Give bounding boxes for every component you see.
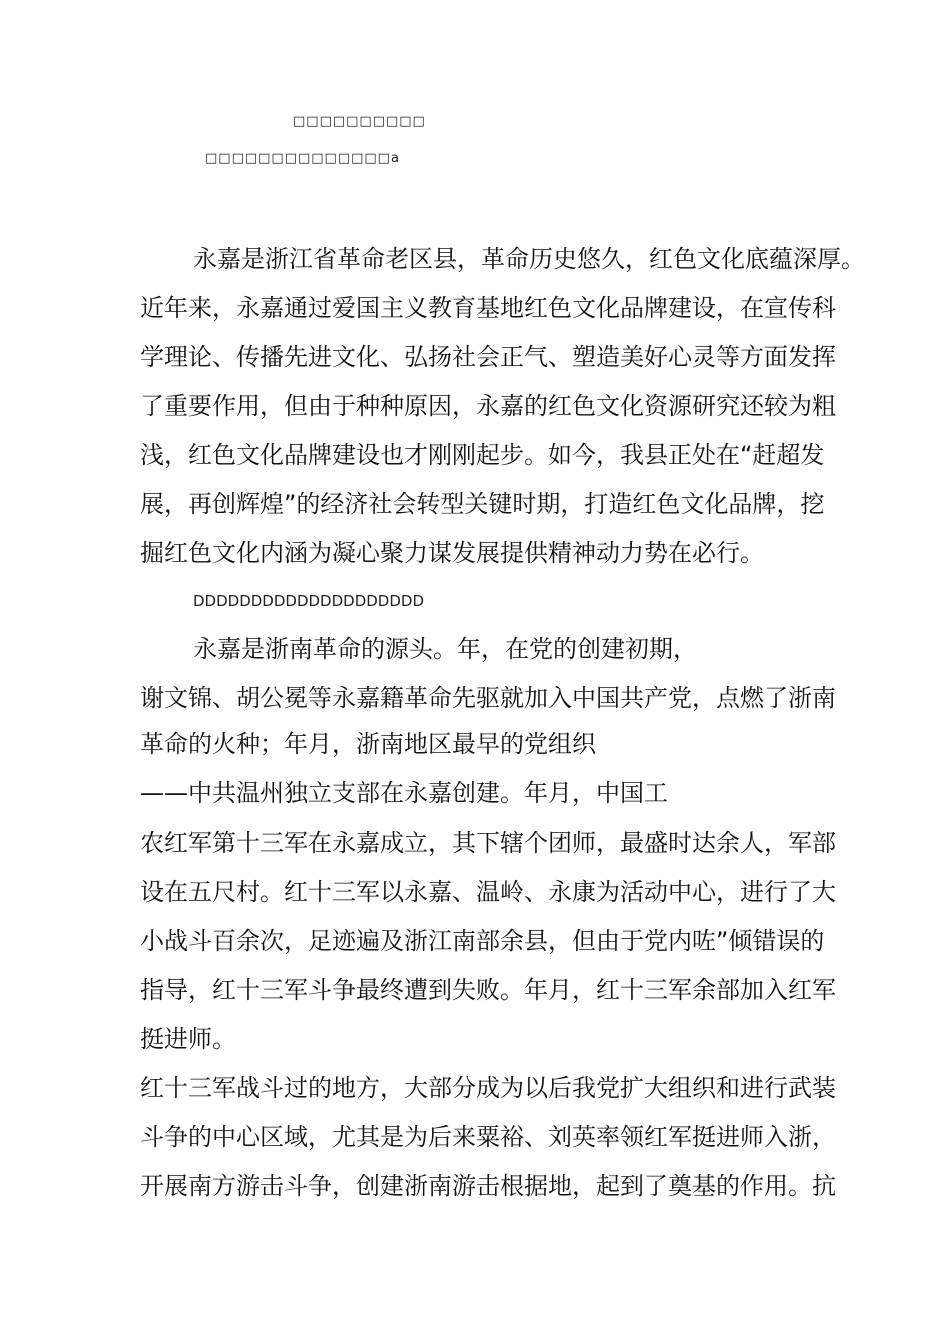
paragraph-1-line-6: 展，再创辉煌”的经济社会转型关键时期，打造红色文化品牌，挖	[140, 490, 825, 518]
paragraph-1-line-7: 掘红色文化内涵为凝心聚力谋发展提供精神动力势在必行。	[140, 539, 764, 567]
header-line-1: □□□□□□□□□□	[293, 114, 426, 129]
paragraph-1-line-1: 永嘉是浙江省革命老区县，革命历史悠久，红色文化底蕴深厚。	[193, 245, 865, 273]
paragraph-2-line-1: 永嘉是浙南革命的源头。年，在党的创建初期，	[193, 635, 697, 663]
paragraph-2-line-8: 指导，红十三军斗争最终遭到失败。年月，红十三军余部加入红军	[140, 976, 836, 1004]
section-marker: DDDDDDDDDDDDDDDDDDDD	[193, 592, 425, 610]
paragraph-3-line-3: 开展南方游击斗争，创建浙南游击根据地，起到了奠基的作用。抗	[140, 1172, 836, 1200]
header-line-2: □□□□□□□□□□□□□□a	[205, 151, 400, 166]
paragraph-1-line-2: 近年来，永嘉通过爱国主义教育基地红色文化品牌建设，在宣传科	[140, 294, 836, 322]
paragraph-2-line-6: 设在五尺村。红十三军以永嘉、温岭、永康为活动中心，进行了大	[140, 878, 836, 906]
paragraph-2-line-5: 农红军第十三军在永嘉成立，其下辖个团师，最盛时达余人，军部	[140, 829, 836, 857]
paragraph-2-line-2: 谢文锦、胡公冕等永嘉籍革命先驱就加入中国共产党，点燃了浙南	[140, 684, 836, 712]
paragraph-2-line-3: 革命的火种；年月，浙南地区最早的党组织	[140, 730, 596, 758]
paragraph-2-line-4: ——中共温州独立支部在永嘉创建。年月，中国工	[140, 779, 668, 807]
paragraph-2-line-7: 小战斗百余次，足迹遍及浙江南部余县，但由于党内咗”倾错误的	[140, 927, 825, 955]
paragraph-1-line-3: 学理论、传播先进文化、弘扬社会正气、塑造美好心灵等方面发挥	[140, 343, 836, 371]
paragraph-3-line-1: 红十三军战斗过的地方，大部分成为以后我党扩大组织和进行武装	[140, 1074, 836, 1102]
paragraph-1-line-5: 浅，红色文化品牌建设也才刚刚起步。如今，我县正处在“赶超发	[140, 441, 825, 469]
paragraph-1-line-4: 了重要作用，但由于种种原因，永嘉的红色文化资源研究还较为粗	[140, 392, 836, 420]
paragraph-3-line-2: 斗争的中心区域，尤其是为后来粟裕、刘英率领红军挺进师入浙，	[140, 1123, 836, 1151]
paragraph-2-line-9: 挺进师。	[140, 1025, 236, 1053]
